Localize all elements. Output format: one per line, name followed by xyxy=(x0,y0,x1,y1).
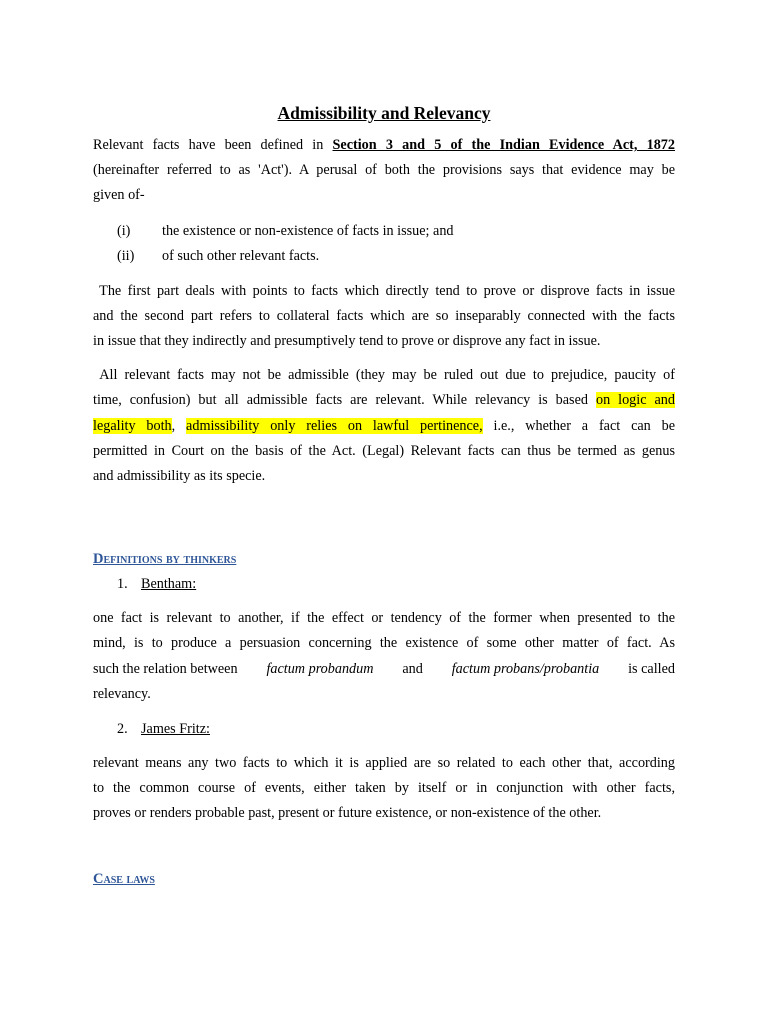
thinker-name: Bentham: xyxy=(141,576,197,593)
para3-after-highlight: i.e., whether a fact can be xyxy=(482,417,676,434)
intro-line-3: given of- xyxy=(93,187,145,204)
term-factum-probandum: factum probandum xyxy=(266,660,374,677)
bentham-line-4: relevancy. xyxy=(93,685,151,702)
bentham-line-2: mind, is to produce a persuasion concerning the existence of some other matter of fact. As xyxy=(93,635,675,652)
thinker-item-bentham xyxy=(93,572,675,597)
page-title: Admissibility and Relevancy xyxy=(277,103,491,123)
intro-line-2: (hereinafter referred to as 'Act'). A perusal of both the provisions says that evidence may be xyxy=(93,162,675,179)
intro-text: Relevant facts have been defined in xyxy=(93,137,333,153)
highlight-admissibility: admissibility only relies on lawful pertinence, xyxy=(186,417,483,434)
thinker-number: 1. xyxy=(117,576,128,593)
list-item-number: (ii) xyxy=(117,247,135,264)
act-reference-link[interactable]: Section 3 and 5 of the Indian Evidence Act, 1872 xyxy=(332,137,675,153)
list-item-text: the existence or non-existence of facts in issue; and xyxy=(162,222,454,239)
list-item-text: of such other relevant facts. xyxy=(162,247,320,264)
thinker-number: 2. xyxy=(117,721,128,738)
fritz-line-1: relevant means any two facts to which it is applied are so related to each other that, according xyxy=(93,755,675,772)
fritz-definition xyxy=(93,751,675,827)
section-heading-case-laws[interactable]: Case laws xyxy=(93,870,155,887)
para3-line-5: and admissibility as its specie. xyxy=(93,468,266,485)
para2-line-2: and the second part refers to collateral facts which are so inseparably connected with the facts xyxy=(93,307,675,324)
list-item-number: (i) xyxy=(117,222,131,239)
document-body xyxy=(93,100,675,892)
thinker-item-james-fritz xyxy=(93,717,675,742)
spacer xyxy=(93,827,675,867)
highlight-logic: on logic and xyxy=(595,392,675,409)
highlight-legality: legality both xyxy=(93,417,172,434)
paragraph-relevancy xyxy=(93,363,675,489)
list-item xyxy=(93,219,675,244)
para2-line-3: in issue that they indirectly and presumptively tend to prove or disprove any fact in issue. xyxy=(93,333,601,350)
term-factum-probans: factum probans/probantia xyxy=(451,660,600,677)
comma: , xyxy=(171,417,187,434)
section-heading-definitions[interactable]: Definitions by thinkers xyxy=(93,551,237,568)
bentham-line-3c: is called xyxy=(628,660,675,677)
bentham-definition xyxy=(93,606,675,707)
para3-line-2: time, confusion) but all admissible facts are relevant. While relevancy is based xyxy=(93,392,596,409)
bentham-line-3b: and xyxy=(402,660,423,677)
para3-line-4: permitted in Court on the basis of the Act. (Legal) Relevant facts can thus be termed as genus xyxy=(93,442,675,459)
paragraph-first-part xyxy=(93,279,675,355)
para2-line-1: The first part deals with points to facts which directly tend to prove or disprove facts in issue xyxy=(93,282,675,299)
list-item xyxy=(93,244,675,269)
fritz-line-2: to the common course of events, either taken by itself or in conjunction with other facts, xyxy=(93,780,675,797)
thinker-name: James Fritz: xyxy=(141,721,210,738)
bentham-line-1: one fact is relevant to another, if the effect or tendency of the former when presented to the xyxy=(93,610,675,627)
fritz-line-3: proves or renders probable past, present or future existence, or non-existence of the other. xyxy=(93,805,602,822)
para3-line-1: All relevant facts may not be admissible (they may be ruled out due to prejudice, paucity of xyxy=(93,367,675,384)
spacer xyxy=(93,489,675,547)
bentham-line-3a: such the relation between xyxy=(93,660,238,677)
intro-paragraph xyxy=(93,133,675,209)
evidence-list xyxy=(93,219,675,269)
